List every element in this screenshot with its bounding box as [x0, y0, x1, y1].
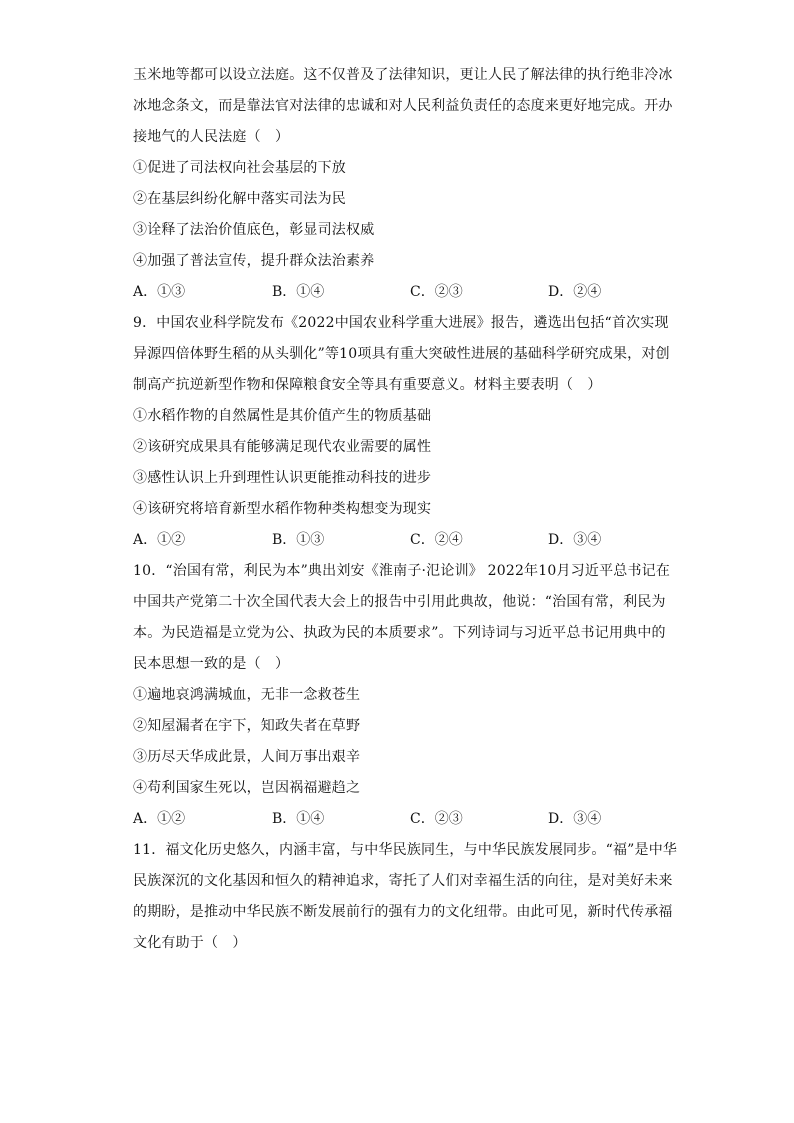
option-d: D．③④: [548, 811, 602, 827]
question-9-stem-line: 9．中国农业科学院发布《2022中国农业科学重大进展》报告，遴选出包括“首次实现: [133, 315, 669, 331]
question-9: [133, 308, 670, 556]
option-d: D．③④: [548, 532, 602, 548]
question-8-stem-line: 玉米地等都可以设立法庭。这不仅普及了法律知识，更让人民了解法律的执行绝非冷冰: [133, 67, 673, 83]
question-9-stem-line: 异源四倍体野生稻的从头驯化”等10项具有重大突破性进展的基础科学研究成果，对创: [133, 346, 670, 362]
question-10: [133, 556, 671, 835]
question-8: [133, 60, 673, 308]
question-11-stem-line: 11．福文化历史悠久，内涵丰富，与中华民族同生，与中华民族发展同步。“福”是中华: [133, 842, 678, 858]
question-9-item: ②该研究成果具有能够满足现代农业需要的属性: [133, 439, 432, 455]
exam-page: [133, 60, 678, 959]
question-9-options: [133, 525, 663, 556]
question-8-stem-line: 接地气的人民法庭（ ）: [133, 129, 290, 145]
question-8-item: ④加强了普法宣传，提升群众法治素养: [133, 253, 375, 269]
question-10-item: ①遍地哀鸿满城血，无非一念救苍生: [133, 687, 361, 703]
question-10-stem-line: 10．“治国有常，利民为本”典出刘安《淮南子·氾论训》 2022年10月习近平总书记在: [133, 563, 671, 579]
question-10-options: [133, 804, 663, 835]
option-c: C．②④: [410, 532, 463, 548]
question-10-item: ②知屋漏者在宇下，知政失者在草野: [133, 718, 361, 734]
question-10-stem-line: 本。为民造福是立党为公、执政为民的本质要求”。下列诗词与习近平总书记用典中的: [133, 625, 666, 641]
question-10-stem-line: 中国共产党第二十次全国代表大会上的报告中引用此典故，他说：“治国有常，利民为: [133, 594, 666, 610]
question-10-item: ④苟利国家生死以，岂因祸福避趋之: [133, 780, 361, 796]
question-11: [133, 835, 678, 959]
option-a: A．①②: [133, 811, 186, 827]
question-9-stem-line: 制高产抗逆新型作物和保障粮食安全等具有重要意义。材料主要表明（ ）: [133, 377, 602, 393]
question-8-options: [133, 277, 663, 308]
question-10-item: ③历尽天华成此景，人间万事出艰辛: [133, 749, 361, 765]
option-c: C．②③: [410, 284, 463, 300]
question-9-item: ④该研究将培育新型水稻作物种类构想变为现实: [133, 501, 432, 517]
question-11-stem-line: 民族深沉的文化基因和恒久的精神追求，寄托了人们对幸福生活的向往，是对美好未来: [133, 873, 673, 889]
question-9-item: ①水稻作物的自然属性是其价值产生的物质基础: [133, 408, 432, 424]
option-b: B．①③: [272, 532, 325, 548]
question-8-item: ②在基层纠纷化解中落实司法为民: [133, 191, 346, 207]
question-8-stem-line: 冰地念条文，而是靠法官对法律的忠诚和对人民利益负责任的态度来更好地完成。开办: [133, 98, 673, 114]
question-8-item: ③诠释了法治价值底色，彰显司法权威: [133, 222, 375, 238]
option-d: D．②④: [548, 284, 602, 300]
option-b: B．①④: [272, 811, 325, 827]
question-8-item: ①促进了司法权向社会基层的下放: [133, 160, 346, 176]
option-a: A．①③: [133, 284, 186, 300]
option-c: C．②③: [410, 811, 463, 827]
option-a: A．①②: [133, 532, 186, 548]
option-b: B．①④: [272, 284, 325, 300]
question-9-item: ③感性认识上升到理性认识更能推动科技的进步: [133, 470, 432, 486]
question-10-stem-line: 民本思想一致的是（ ）: [133, 656, 290, 672]
question-11-stem-line: 文化有助于（ ）: [133, 935, 247, 951]
question-11-stem-line: 的期盼，是推动中华民族不断发展前行的强有力的文化纽带。由此可见，新时代传承福: [133, 904, 673, 920]
